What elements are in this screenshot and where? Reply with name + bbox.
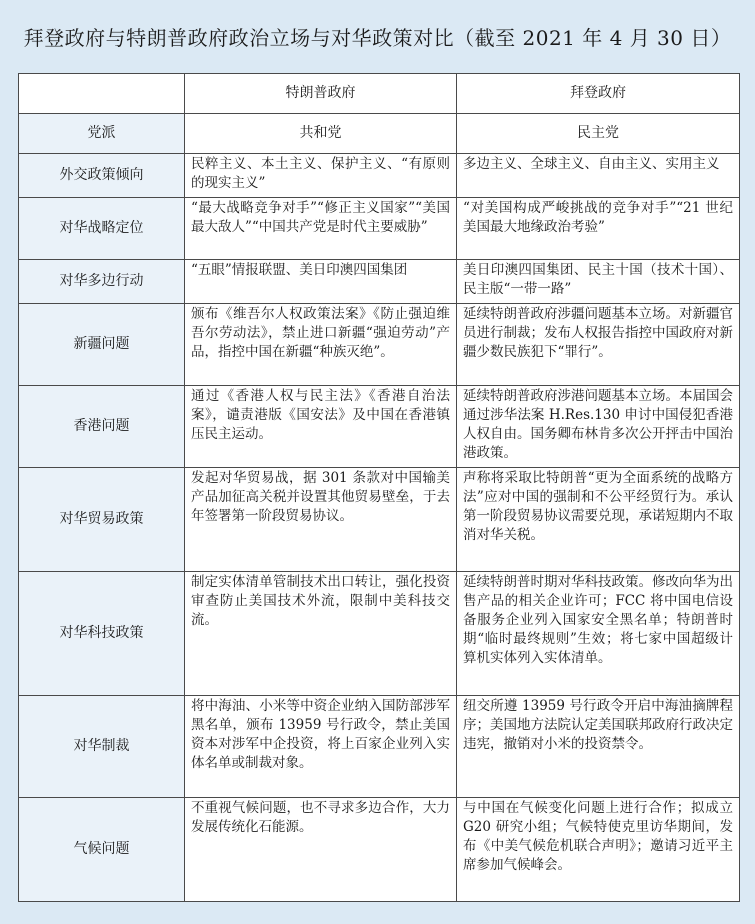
biden-cell: “对美国构成严峻挑战的竞争对手”“21 世纪美国最大地缘政治考验” <box>457 198 740 260</box>
trump-cell: 民粹主义、本土主义、保护主义、“有原则的现实主义” <box>185 154 457 198</box>
trump-cell: 制定实体清单管制技术出口转让，强化投资审查防止美国技术外流，限制中美科技交流。 <box>185 572 457 696</box>
trump-cell: 不重视气候问题，也不寻求多边合作，大力发展传统化石能源。 <box>185 798 457 902</box>
page-title: 拜登政府与特朗普政府政治立场与对华政策对比（截至 2021 年 4 月 30 日） <box>23 26 732 50</box>
table-row <box>19 572 740 696</box>
table-header-row <box>19 74 740 114</box>
row-label: 气候问题 <box>19 798 185 902</box>
row-label: 党派 <box>19 114 185 154</box>
row-label: 香港问题 <box>19 386 185 468</box>
header-biden: 拜登政府 <box>457 74 740 114</box>
table-row <box>19 260 740 304</box>
biden-cell: 多边主义、全球主义、自由主义、实用主义 <box>457 154 740 198</box>
row-label: 对华贸易政策 <box>19 468 185 572</box>
biden-cell: 与中国在气候变化问题上进行合作；拟成立 G20 研究小组；气候特使克里访华期间，发布《中美气候危机联合声明》；邀请习近平主席参加气候峰会。 <box>457 798 740 902</box>
trump-cell: 通过《香港人权与民主法》《香港自治法案》，谴责港版《国安法》及中国在香港镇压民主运动。 <box>185 386 457 468</box>
biden-cell: 延续特朗普政府涉港问题基本立场。本届国会通过涉华法案 H.Res.130 申讨中国侵犯香港人权自由。国务卿布林肯多次公开抨击中国治港政策。 <box>457 386 740 468</box>
table-row <box>19 154 740 198</box>
comparison-table <box>18 73 740 902</box>
table-row <box>19 198 740 260</box>
row-label: 外交政策倾向 <box>19 154 185 198</box>
row-label: 对华战略定位 <box>19 198 185 260</box>
trump-cell: 发起对华贸易战，据 301 条款对中国输美产品加征高关税并设置其他贸易壁垒，于去年签署第一阶段贸易协议。 <box>185 468 457 572</box>
biden-cell: 纽交所遵 13959 号行政令开启中海油摘牌程序；美国地方法院认定美国联邦政府行政决定违宪，撤销对小米的投资禁令。 <box>457 696 740 798</box>
comparison-table-wrapper <box>18 73 739 902</box>
table-row <box>19 696 740 798</box>
table-row <box>19 304 740 386</box>
biden-cell: 美日印澳四国集团、民主十国（技术十国）、民主版“一带一路” <box>457 260 740 304</box>
biden-cell: 民主党 <box>457 114 740 154</box>
row-label: 对华多边行动 <box>19 260 185 304</box>
header-corner-cell <box>19 74 185 114</box>
table-row <box>19 468 740 572</box>
table-row <box>19 114 740 154</box>
biden-cell: 延续特朗普政府涉疆问题基本立场。对新疆官员进行制裁；发布人权报告指控中国政府对新疆少数民族犯下“罪行”。 <box>457 304 740 386</box>
row-label: 对华科技政策 <box>19 572 185 696</box>
table-row <box>19 386 740 468</box>
trump-cell: “五眼”情报联盟、美日印澳四国集团 <box>185 260 457 304</box>
header-trump: 特朗普政府 <box>185 74 457 114</box>
trump-cell: 颁布《维吾尔人权政策法案》《防止强迫维吾尔劳动法》，禁止进口新疆“强迫劳动”产品，指控中国在新疆“种族灭绝”。 <box>185 304 457 386</box>
biden-cell: 声称将采取比特朗普“更为全面系统的战略方法”应对中国的强制和不公平经贸行为。承认第一阶段贸易协议需要兑现，承诺短期内不取消对华关税。 <box>457 468 740 572</box>
trump-cell: 共和党 <box>185 114 457 154</box>
row-label: 对华制裁 <box>19 696 185 798</box>
biden-cell: 延续特朗普时期对华科技政策。修改向华为出售产品的相关企业许可；FCC 将中国电信设备服务企业列入国家安全黑名单；特朗普时期“临时最终规则”生效；将七家中国超级计算机实体列入实体清单。 <box>457 572 740 696</box>
table-row <box>19 798 740 902</box>
trump-cell: “最大战略竞争对手”“修正主义国家”“美国最大敌人”“中国共产党是时代主要威胁” <box>185 198 457 260</box>
row-label: 新疆问题 <box>19 304 185 386</box>
trump-cell: 将中海油、小米等中资企业纳入国防部涉军黑名单，颁布 13959 号行政令，禁止美国资本对涉军中企投资，将上百家企业列入实体名单或制裁对象。 <box>185 696 457 798</box>
